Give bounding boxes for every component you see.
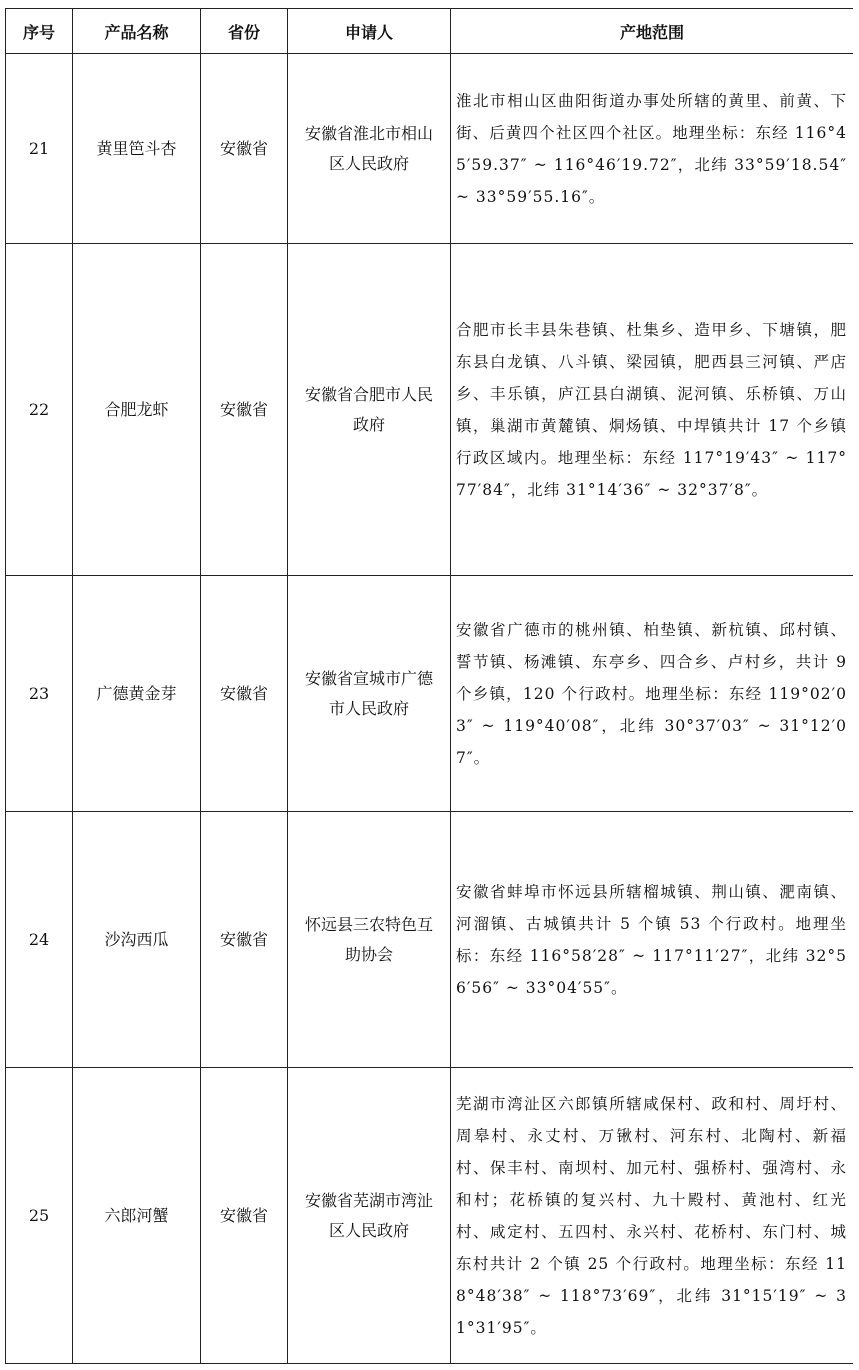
cell-index: 23 (6, 576, 73, 812)
cell-applicant (288, 1068, 451, 1364)
applicant-text: 安徽省淮北市相山区人民政府 (304, 123, 433, 173)
product-table-page (5, 8, 853, 1370)
cell-province: 安徽省 (201, 1068, 288, 1364)
header-applicant: 申请人 (288, 9, 451, 54)
cell-applicant (288, 576, 451, 812)
cell-province: 安徽省 (201, 244, 288, 576)
cell-index: 21 (6, 54, 73, 244)
header-region: 产地范围 (451, 9, 854, 54)
cell-province: 安徽省 (201, 54, 288, 244)
applicant-text: 怀远县三农特色互助协会 (304, 914, 433, 964)
cell-product: 黄里笆斗杏 (73, 54, 201, 244)
cell-index: 25 (6, 1068, 73, 1364)
cell-applicant (288, 54, 451, 244)
cell-product: 六郎河蟹 (73, 1068, 201, 1364)
applicant-text: 安徽省宣城市广德市人民政府 (304, 668, 433, 718)
cell-index: 22 (6, 244, 73, 576)
table-row (6, 1068, 854, 1364)
table-header-row (6, 9, 854, 54)
cell-product: 沙沟西瓜 (73, 812, 201, 1068)
table-row (6, 54, 854, 244)
cell-applicant (288, 812, 451, 1068)
header-index: 序号 (6, 9, 73, 54)
geographic-indication-table (5, 8, 853, 1364)
cell-index: 24 (6, 812, 73, 1068)
applicant-text: 安徽省合肥市人民政府 (304, 384, 433, 434)
cell-region: 淮北市相山区曲阳街道办事处所辖的黄里、前黄、下街、后黄四个社区四个社区。地理坐标：东经 116°45′59.37″ ~ 116°46′19.72″，北纬 33°59′18.54″ ~ 33°59′55.16″。 (451, 54, 854, 244)
header-product: 产品名称 (73, 9, 201, 54)
table-row (6, 244, 854, 576)
cell-region: 合肥市长丰县朱巷镇、杜集乡、造甲乡、下塘镇，肥东县白龙镇、八斗镇、梁园镇，肥西县三河镇、严店乡、丰乐镇，庐江县白湖镇、泥河镇、乐桥镇、万山镇，巢湖市黄麓镇、烔炀镇、中垾镇共计 17 个乡镇行政区域内。地理坐标：东经 117°19′43″ ~ 117°77′84″，北纬 31°14′36″ ~ 32°37′8″。 (451, 244, 854, 576)
cell-region: 安徽省蚌埠市怀远县所辖榴城镇、荆山镇、淝南镇、河溜镇、古城镇共计 5 个镇 53 个行政村。地理坐标：东经 116°58′28″ ~ 117°11′27″，北纬 32°56′56″ ~ 33°04′55″。 (451, 812, 854, 1068)
table-row (6, 812, 854, 1068)
cell-province: 安徽省 (201, 576, 288, 812)
cell-province: 安徽省 (201, 812, 288, 1068)
cell-region: 安徽省广德市的桃州镇、柏垫镇、新杭镇、邱村镇、誓节镇、杨滩镇、东亭乡、四合乡、卢村乡，共计 9 个乡镇，120 个行政村。地理坐标：东经 119°02′03″ ~ 119°40′08″，北纬 30°37′03″ ~ 31°12′07″。 (451, 576, 854, 812)
cell-applicant (288, 244, 451, 576)
cell-product: 广德黄金芽 (73, 576, 201, 812)
cell-region: 芜湖市湾沚区六郎镇所辖咸保村、政和村、周圩村、周皋村、永丈村、万锹村、河东村、北陶村、新福村、保丰村、南坝村、加元村、强桥村、强湾村、永和村；花桥镇的复兴村、九十殿村、黄池村、红光村、咸定村、五四村、永兴村、花桥村、东门村、城东村共计 2 个镇 25 个行政村。地理坐标：东经 118°48′38″ ~ 118°73′69″，北纬 31°15′19″ ~ 31°31′95″。 (451, 1068, 854, 1364)
header-province: 省份 (201, 9, 288, 54)
cell-product: 合肥龙虾 (73, 244, 201, 576)
table-row (6, 576, 854, 812)
applicant-text: 安徽省芜湖市湾沚区人民政府 (304, 1190, 433, 1240)
